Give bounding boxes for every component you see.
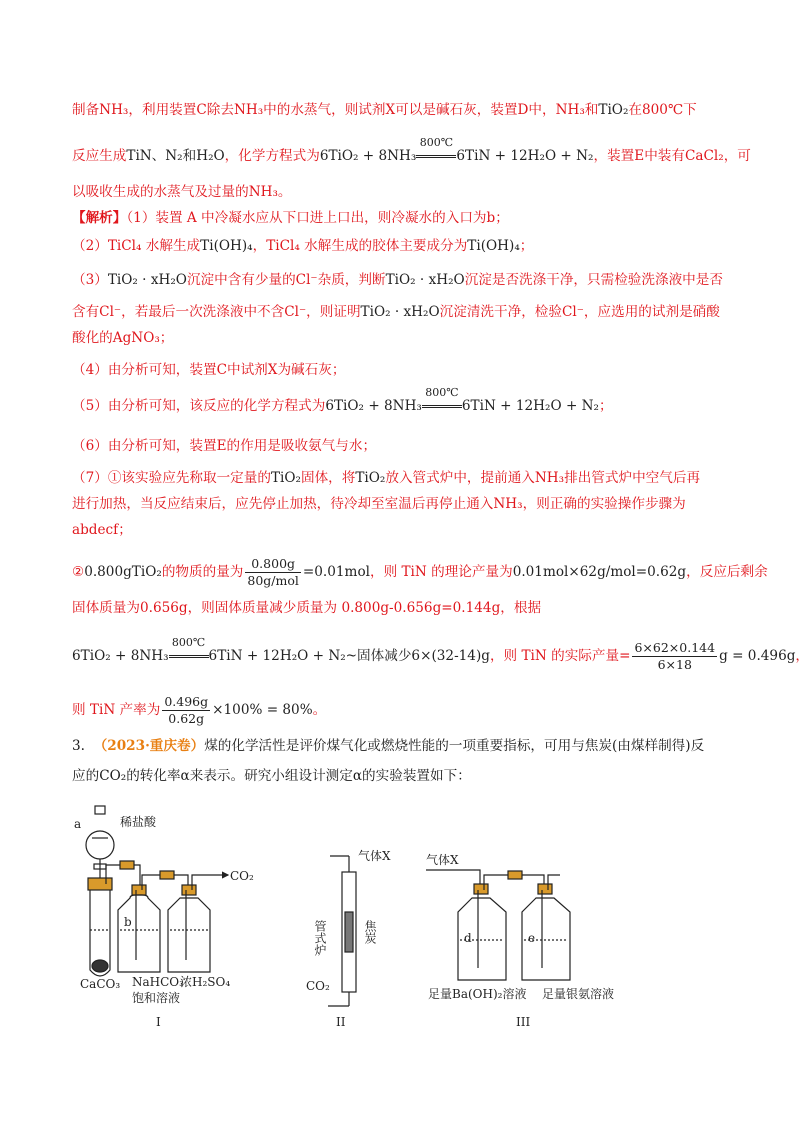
text: 和 xyxy=(182,148,197,164)
analysis-line-9 xyxy=(72,468,700,488)
equation-left: 6TiO₂ + 8NH₃ xyxy=(319,148,417,164)
denominator: 0.62g xyxy=(168,711,205,726)
text: 沉淀中含有少量的Cl⁻杂质，判断 xyxy=(186,272,386,288)
label-III: III xyxy=(516,1015,531,1029)
analysis-line-1 xyxy=(72,208,509,228)
label-b: b xyxy=(124,915,132,929)
analysis-line-12 xyxy=(72,556,768,589)
fraction xyxy=(632,640,717,673)
gas-inlet-tube xyxy=(426,870,480,890)
label-gasX-out: 气体X xyxy=(358,849,391,863)
text: ； xyxy=(599,398,613,414)
question-3-line-1 xyxy=(72,736,704,756)
analysis-line-2 xyxy=(72,236,533,256)
fraction xyxy=(245,556,301,589)
question-3-line-2 xyxy=(72,766,471,786)
reaction-arrow xyxy=(422,386,462,416)
result: =0.01mol xyxy=(302,564,370,580)
text: 在800℃下 xyxy=(628,102,697,118)
text: ② xyxy=(72,564,85,580)
text: 。 xyxy=(312,702,327,718)
numerator: 0.496g xyxy=(164,694,209,709)
label-acid: 稀盐酸 xyxy=(120,815,157,829)
equation-right: 6TiN + 12H₂O + N₂~固体减少6×(32-14)g xyxy=(208,648,490,664)
rubber-stopper xyxy=(88,878,112,890)
text: ，则 TiN 的实际产量= xyxy=(489,648,631,664)
numerator: 6×62×0.144 xyxy=(634,640,716,655)
bottle-b xyxy=(118,895,160,972)
analysis-line-3 xyxy=(72,270,723,290)
label-co2-in: CO₂ xyxy=(306,979,330,993)
label-II: II xyxy=(336,1015,346,1029)
text: ，TiCl₄ 水解生成的胶体主要成分为 xyxy=(252,238,468,254)
label-furnace: 管式炉 xyxy=(313,920,327,956)
equation-right: 6TiN + 12H₂O + N₂ xyxy=(456,148,594,164)
apparatus-II xyxy=(328,856,356,1006)
label-saturated: 饱和溶液 xyxy=(132,991,181,1005)
text: 的转化率α来表示。研究小组设计测定α的实验装置如下： xyxy=(126,768,471,784)
text: 则 TiN 产率为 xyxy=(72,702,161,718)
denominator: 80g/mol xyxy=(247,573,299,588)
text: 煤的化学活性是评价煤气化或燃烧性能的一项重要指标，可用与焦炭(由煤样制得)反 xyxy=(204,738,705,754)
caco3-solid xyxy=(92,960,108,972)
rubber-connector xyxy=(508,871,522,879)
label-baoh2: 足量Ba(OH)₂溶液 xyxy=(428,987,527,1001)
analysis-line-6: （4）由分析可知，装置C中试剂X为碱石灰； xyxy=(72,362,346,378)
formula: Ti(OH)₄ xyxy=(200,238,253,254)
formula: TiO₂ xyxy=(355,470,386,486)
analysis-line-11: abdecf； xyxy=(72,522,132,538)
bottle-d-stopper xyxy=(474,884,488,894)
text: 制备NH₃，利用装置C除去NH₃中的水蒸气，则试剂X可以是碱石灰，装置D中，NH₃和 xyxy=(72,102,599,118)
label-d: d xyxy=(464,931,472,945)
label-co2-out: CO₂ xyxy=(230,869,254,883)
text: ，化学方程式为 xyxy=(224,148,320,164)
p1-line-2 xyxy=(72,136,751,166)
text: （2）TiCl₄ 水解生成 xyxy=(72,238,201,254)
result: g = 0.496g xyxy=(719,648,796,664)
text: 放入管式炉中，提前通入NH₃排出管式炉中空气后再 xyxy=(385,470,701,486)
bottle-h2so4-stopper xyxy=(182,885,196,895)
bottle-h2so4 xyxy=(168,898,210,972)
formula: TiO₂ xyxy=(598,102,629,118)
text: （5）由分析可知，该反应的化学方程式为 xyxy=(72,398,326,414)
equation-right: 6TiN + 12H₂O + N₂ xyxy=(461,398,600,414)
calc: 0.01mol×62g/mol=0.62g xyxy=(512,564,687,580)
equation-left: 6TiO₂ + 8NH₃ xyxy=(325,398,422,414)
analysis-line-7 xyxy=(72,386,613,416)
text: ，反应后剩余 xyxy=(686,564,768,580)
text: 沉淀是否洗涤干净，只需检验洗涤液中是否 xyxy=(464,272,723,288)
reaction-arrow xyxy=(169,636,209,666)
fraction xyxy=(162,694,210,727)
formula: TiO₂ xyxy=(270,470,301,486)
text: 沉淀清洗干净，检验Cl⁻，应选用的试剂是硝酸 xyxy=(439,304,720,320)
bottle-e-stopper xyxy=(538,884,552,894)
formula: H₂O xyxy=(196,148,225,164)
text: 反应生成 xyxy=(72,148,127,164)
apparatus-III xyxy=(426,870,570,980)
formula: TiO₂ · xH₂O xyxy=(385,272,465,288)
label-caco3: CaCO₃ xyxy=(80,977,121,991)
formula: TiO₂ · xH₂O xyxy=(107,272,187,288)
analysis-tag: 【解析】 xyxy=(72,210,127,226)
analysis-line-5: 酸化的AgNO₃； xyxy=(72,330,174,346)
analysis-line-13: 固体质量为0.656g，则固体质量减少质量为 0.800g-0.656g=0.144g，根据 xyxy=(72,600,542,616)
text: ，则 TiN 的理论产量为 xyxy=(369,564,513,580)
analysis-line-15 xyxy=(72,694,326,727)
reaction-condition: 800℃ xyxy=(419,136,454,149)
formula: TiO₂ · xH₂O xyxy=(360,304,440,320)
apparatus-figure xyxy=(70,800,690,1030)
p1-line-3: 以吸收生成的水蒸气及过量的NH₃。 xyxy=(72,184,292,200)
numerator: 0.800g xyxy=(245,556,301,573)
bottle-b-stopper xyxy=(132,885,146,895)
coke-bed xyxy=(345,912,353,952)
label-h2so4: 浓H₂SO₄ xyxy=(180,975,231,989)
label-I: I xyxy=(156,1015,161,1029)
rubber-connector xyxy=(120,861,134,869)
reaction-condition: 800℃ xyxy=(171,636,206,649)
question-source: （2023·重庆卷） xyxy=(93,738,205,754)
label-coke: 焦炭 xyxy=(363,920,377,944)
question-number: 3. xyxy=(72,738,85,754)
text: （3） xyxy=(72,272,108,288)
equation-left: 6TiO₂ + 8NH₃ xyxy=(72,648,169,664)
text: （1）装置 A 中冷凝水应从下口进上口出，则冷凝水的入口为b； xyxy=(126,210,509,226)
denominator: 6×18 xyxy=(657,657,692,672)
text: 含有Cl⁻，若最后一次洗涤液中不含Cl⁻，则证明 xyxy=(72,304,361,320)
separatory-funnel xyxy=(86,831,114,859)
formula: Ti(OH)₄ xyxy=(467,238,520,254)
text: 固体，将 xyxy=(300,470,356,486)
apparatus-I xyxy=(86,806,228,976)
text: 应的 xyxy=(72,768,100,784)
text: （7）①该实验应先称取一定量的 xyxy=(72,470,271,486)
label-a: a xyxy=(74,817,82,831)
analysis-line-4 xyxy=(72,302,720,322)
rubber-connector xyxy=(160,871,174,879)
result: ×100% = 80% xyxy=(212,702,313,718)
label-nahco3: NaHCO₃ xyxy=(132,975,184,989)
text: ， xyxy=(795,648,809,664)
analysis-line-8: （6）由分析可知，装置E的作用是吸收氨气与水； xyxy=(72,438,377,454)
label-gasX-in: 气体X xyxy=(426,853,459,867)
label-e: e xyxy=(528,931,536,945)
analysis-line-14 xyxy=(72,636,809,673)
text: 的物质的量为 xyxy=(161,564,244,580)
formula: CO₂ xyxy=(99,768,127,784)
analysis-line-10: 进行加热，当反应结束后，应先停止加热，待冷却至室温后再停止通入NH₃，则正确的实验操作步骤为 xyxy=(72,496,686,512)
formula: TiN、N₂ xyxy=(126,148,183,164)
funnel-stopper xyxy=(95,806,105,814)
reaction-condition: 800℃ xyxy=(425,386,459,399)
text: ，装置E中装有CaCl₂，可 xyxy=(593,148,751,164)
p1-line-1 xyxy=(72,100,697,120)
label-silver-ammonia: 足量银氨溶液 xyxy=(542,987,615,1001)
text: ； xyxy=(519,238,534,254)
reaction-arrow xyxy=(416,136,456,166)
formula: 0.800gTiO₂ xyxy=(84,564,162,580)
